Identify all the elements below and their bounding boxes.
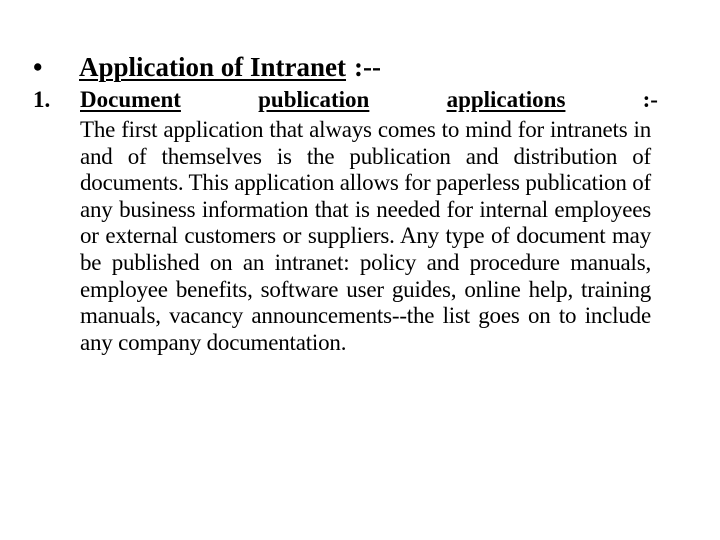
list-item-body: The first application that always comes to mind for intranets in and of themselves is the publication and distribution of documents. This application allows for paperless publication of any business information that is needed for internal employees or external customers or suppliers. Any type of document may be published on an intranet: policy and procedure manuals, employee benefits, software user guides, online help, training manuals, vacancy announcements--the list goes on to include any company documentation. <box>80 117 651 355</box>
slide-title-row <box>33 50 381 84</box>
heading-word-applications: applications <box>446 87 566 112</box>
list-item-number: 1. <box>33 87 51 112</box>
list-item-heading <box>80 86 658 114</box>
heading-word-document: Document <box>80 87 181 112</box>
slide-title: Application of Intranet <box>79 52 347 82</box>
heading-word-publication: publication <box>258 87 370 112</box>
bullet-icon: • <box>33 52 43 82</box>
slide-title-suffix: :-- <box>354 52 381 82</box>
heading-suffix: :- <box>642 87 658 112</box>
